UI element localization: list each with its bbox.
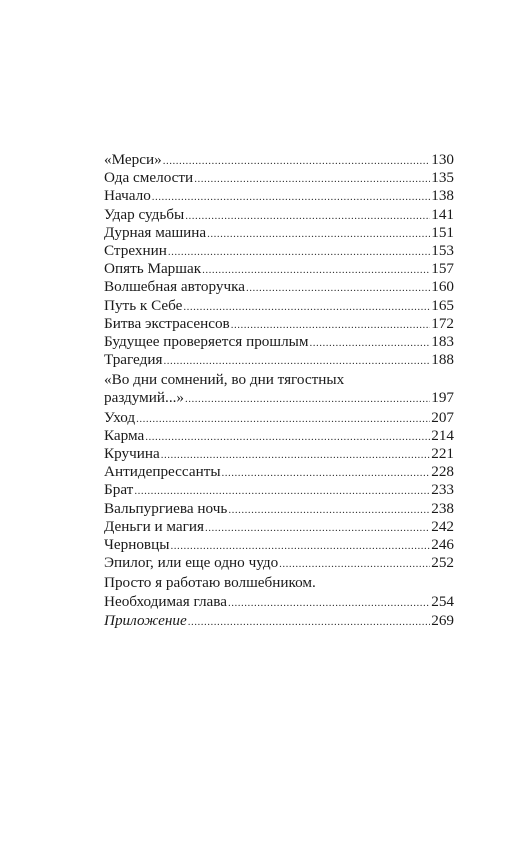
toc-entry — [104, 409, 454, 427]
dot-leader — [134, 482, 430, 500]
dot-leader — [228, 594, 430, 612]
toc-entry-page: 238 — [431, 499, 454, 517]
toc-entry — [104, 242, 454, 260]
toc-entry-page: 233 — [431, 481, 454, 499]
toc-entry — [104, 445, 454, 463]
toc-entry — [104, 481, 454, 499]
toc-entry — [104, 518, 454, 536]
dot-leader — [188, 613, 431, 631]
dot-leader — [161, 446, 430, 464]
toc-entry-page: 269 — [431, 611, 454, 629]
dot-leader — [145, 428, 430, 446]
toc-entry-page: 153 — [431, 241, 454, 259]
toc-entry-title: Антидепрессанты — [104, 463, 221, 481]
toc-entry-title: Будущее проверяется прошлым — [104, 332, 309, 350]
toc-entry — [104, 612, 454, 630]
dot-leader — [170, 537, 430, 555]
toc-entry-page: 246 — [431, 535, 454, 553]
dot-leader — [231, 316, 431, 334]
toc-entry — [104, 554, 454, 572]
toc-entry-title: Начало — [104, 187, 151, 205]
toc-entry-page: 151 — [431, 223, 454, 241]
toc-entry-title: Вальпургиева ночь — [104, 499, 228, 517]
toc-entry — [104, 500, 454, 518]
toc-entry-page: 254 — [431, 592, 454, 610]
dot-leader — [194, 170, 430, 188]
toc-entry — [104, 260, 454, 278]
toc-entry-page: 221 — [431, 445, 454, 463]
toc-entry-title: Стрехнин — [104, 241, 167, 259]
toc-entry — [104, 297, 454, 315]
toc-entry-page: 228 — [431, 463, 454, 481]
dot-leader — [228, 501, 430, 519]
toc-entry-page: 157 — [431, 260, 454, 278]
dot-leader — [246, 279, 430, 297]
dot-leader — [309, 334, 430, 352]
toc-entry-title: Уход — [104, 408, 136, 426]
dot-leader — [205, 519, 430, 537]
toc-entry-title: Трагедия — [104, 351, 163, 369]
toc-entry-title: Дурная машина — [104, 223, 207, 241]
toc-entry-page: 207 — [431, 408, 454, 426]
toc-entry-title: Кручина — [104, 445, 160, 463]
toc-entry-title: Карма — [104, 426, 145, 444]
toc-entry — [104, 536, 454, 554]
dot-leader — [202, 261, 430, 279]
toc-entry-title: «Мерси» — [104, 151, 162, 168]
toc-entry — [104, 574, 454, 611]
toc-entry-page: 165 — [431, 296, 454, 314]
dot-leader — [279, 555, 430, 573]
toc-entry-page: 138 — [431, 187, 454, 205]
dot-leader — [183, 298, 430, 316]
toc-entry-title: Битва экстрасенсов — [104, 314, 230, 332]
toc-entry — [104, 206, 454, 224]
toc-entry — [104, 351, 454, 369]
dot-leader — [185, 207, 430, 225]
dot-leader — [163, 152, 431, 170]
toc-entry — [104, 187, 454, 205]
toc-entry-title: Путь к Себе — [104, 296, 183, 314]
toc-entry — [104, 427, 454, 445]
toc-entry — [104, 333, 454, 351]
toc-entry-page: 141 — [431, 205, 454, 223]
toc-entry-title: Удар судьбы — [104, 205, 185, 223]
toc-entry-page: 214 — [431, 426, 454, 444]
dot-leader — [207, 225, 430, 243]
toc-entry-title: Деньги и магия — [104, 517, 205, 535]
toc-entry — [104, 151, 454, 169]
toc-entry-title: Эпилог, или еще одно чудо — [104, 554, 279, 572]
toc-entry-title: Опять Маршак — [104, 260, 202, 278]
toc-entry-page: 183 — [431, 332, 454, 350]
toc-entry-title: Приложение — [104, 611, 187, 629]
toc-entry — [104, 315, 454, 333]
toc-entry — [104, 371, 454, 408]
toc-entry-title: Ода смелости — [104, 169, 194, 187]
toc-entry-title-line1: Просто я работаю волшебником. — [104, 574, 316, 592]
toc-entry-title: Черновцы — [104, 535, 170, 553]
toc-entry-title: Брат — [104, 481, 134, 499]
toc-entry-title: Волшебная авторучка — [104, 278, 245, 296]
toc-entry-title-line2: раздумий...» — [104, 389, 185, 407]
toc-entry — [104, 278, 454, 296]
toc-entry — [104, 169, 454, 187]
table-of-contents — [104, 151, 454, 630]
toc-entry — [104, 224, 454, 242]
toc-entry-title-line2: Необходимая глава — [104, 592, 227, 610]
toc-entry-page: 252 — [431, 554, 454, 572]
dot-leader — [163, 352, 430, 370]
toc-entry-page: 135 — [431, 169, 454, 187]
toc-entry — [104, 463, 454, 481]
toc-entry-page: 242 — [431, 517, 454, 535]
dot-leader — [185, 390, 430, 408]
toc-entry-page: 160 — [431, 278, 454, 296]
toc-entry-page: 197 — [431, 389, 454, 407]
dot-leader — [222, 464, 431, 482]
toc-entry-title-line1: «Во дни сомнений, во дни тягостных — [104, 371, 345, 389]
toc-entry-page: 130 — [431, 151, 454, 168]
dot-leader — [168, 243, 430, 261]
toc-entry-page: 188 — [431, 351, 454, 369]
dot-leader — [152, 188, 430, 206]
toc-entry-page: 172 — [431, 314, 454, 332]
dot-leader — [136, 410, 430, 428]
